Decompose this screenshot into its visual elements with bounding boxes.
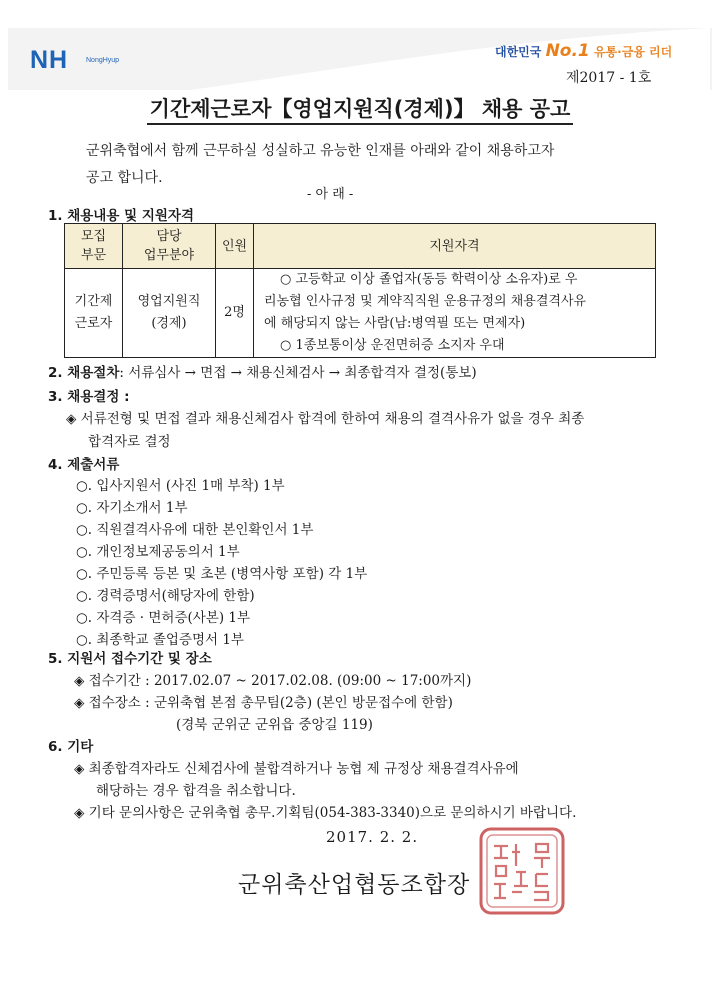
th-task: 담당 업무분야	[123, 224, 216, 269]
doc-item-7: ○. 자격증 · 면허증(사본) 1부	[76, 610, 251, 626]
cell-task: 영업지원직 (경제)	[123, 269, 216, 358]
doc-item-8: ○. 최종학교 졸업증명서 1부	[76, 632, 244, 648]
table-header-row	[65, 224, 656, 269]
section-6-line-2: 해당하는 경우 합격을 취소합니다.	[96, 783, 296, 799]
page-title	[0, 93, 720, 123]
official-seal-stamp	[478, 826, 566, 916]
section-6-line-3: ◈ 기타 문의사항은 군위축협 총무.기획팀(054-383-3340)으로 문의하시기 바랍니다.	[74, 805, 577, 821]
section-3-line-2: 합격자로 결정	[88, 434, 171, 450]
doc-item-1: ○. 입사지원서 (사진 1매 부착) 1부	[76, 478, 285, 494]
th-qualification: 지원자격	[254, 224, 656, 269]
slogan	[495, 41, 672, 61]
section-3-line-1: ◈ 서류전형 및 면접 결과 채용신체검사 합격에 한하여 채용의 결격사유가 없을 경우 최종	[66, 411, 585, 427]
section-1-heading: 1. 채용내용 및 지원자격	[48, 208, 194, 224]
document-number: 제2017 - 1호	[566, 70, 652, 86]
page-title-text: 기간제근로자【영업지원직(경제)】 채용 공고	[147, 97, 574, 125]
below-heading: - 아 래 -	[307, 187, 354, 202]
doc-item-5: ○. 주민등록 등본 및 초본 (병역사항 포함) 각 1부	[76, 566, 368, 582]
section-5-line-2: ◈ 접수장소 : 군위축협 본점 총무팀(2층) (본인 방문접수에 한함)	[74, 695, 453, 711]
section-6-heading: 6. 기타	[48, 739, 94, 755]
section-3-heading: 3. 채용결정 :	[48, 389, 130, 405]
cell-qualification: ○ 고등학교 이상 졸업자(동등 학력이상 소유자)로 우 리농협 인사규정 및 계약직직원 운용규정의 채용결격사유 에 해당되지 않는 사람(남:병역필 또는 면제자) ○ 1종보통이상 운전면허증 소지자 우대	[254, 269, 656, 358]
nh-logo: NH	[30, 46, 69, 74]
cell-department: 기간제 근로자	[65, 269, 123, 358]
announcement-date: 2017. 2. 2.	[326, 828, 419, 846]
organization-name: 군위축산업협동조합장	[238, 872, 471, 898]
doc-item-3: ○. 직원결격사유에 대한 본인확인서 1부	[76, 522, 314, 538]
doc-item-6: ○. 경력증명서(해당자에 한함)	[76, 588, 255, 604]
section-5-heading: 5. 지원서 접수기간 및 장소	[48, 651, 212, 667]
doc-item-4: ○. 개인정보제공동의서 1부	[76, 544, 240, 560]
nh-logo-subtext: NongHyup	[86, 57, 120, 64]
section-2-text: : 서류심사 → 면접 → 채용신체검사 → 최종합격자 결정(통보)	[119, 365, 477, 381]
slogan-prefix: 대한민국	[495, 45, 542, 59]
recruitment-table	[64, 223, 656, 358]
table-row	[65, 269, 656, 358]
section-2	[48, 361, 477, 381]
th-department: 모집 부문	[65, 224, 123, 269]
intro-line-1: 군위축협에서 함께 근무하실 성실하고 유능한 인재를 아래와 같이 채용하고자	[86, 143, 555, 159]
intro-line-2: 공고 합니다.	[86, 170, 163, 186]
section-4-heading: 4. 제출서류	[48, 457, 120, 473]
cell-count: 2명	[216, 269, 254, 358]
section-2-heading: 2. 채용절차	[48, 365, 120, 381]
section-5-line-1: ◈ 접수기간 : 2017.02.07 ~ 2017.02.08. (09:00 ~ 17:00까지)	[74, 673, 472, 689]
section-6-line-1: ◈ 최종합격자라도 신체검사에 불합격하거나 농협 제 규정상 채용결격사유에	[74, 761, 519, 777]
th-count: 인원	[216, 224, 254, 269]
section-5-line-3: (경북 군위군 군위읍 중앙길 119)	[176, 717, 373, 733]
doc-item-2: ○. 자기소개서 1부	[76, 500, 188, 516]
slogan-no1: No.1	[545, 41, 590, 61]
slogan-suffix: 유통·금융 리더	[593, 45, 673, 59]
